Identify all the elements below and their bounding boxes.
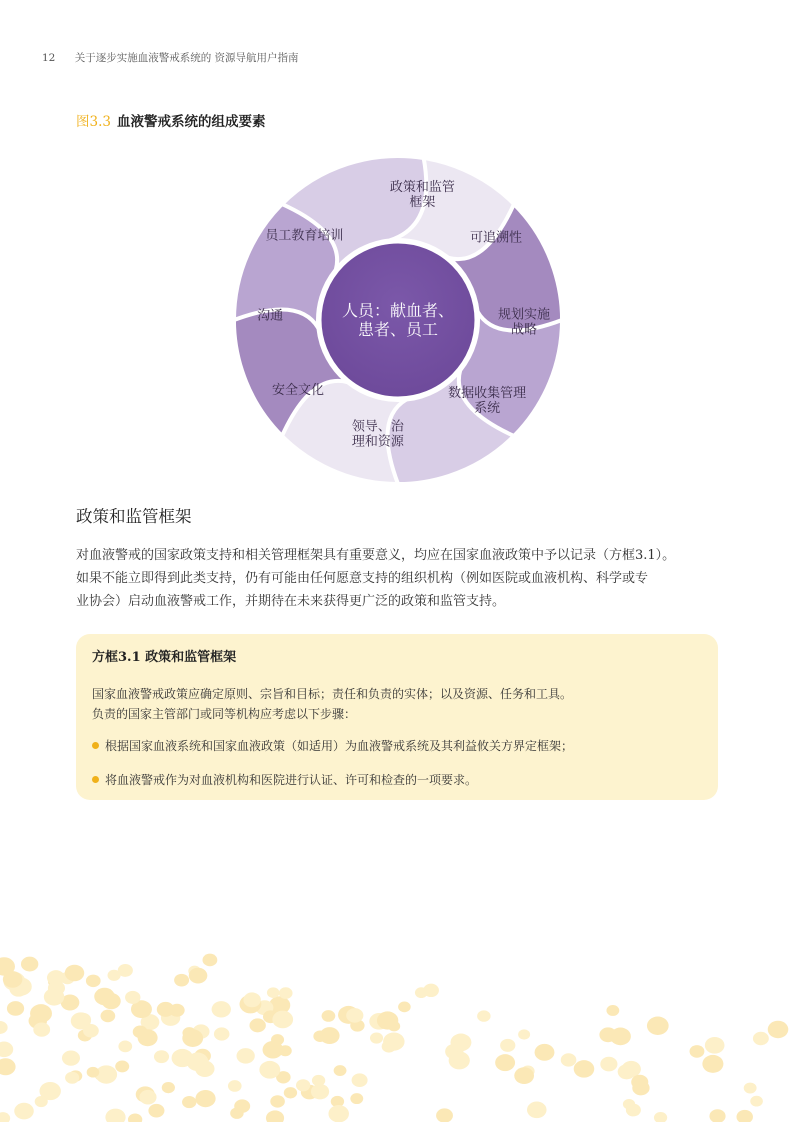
decorative-dot — [449, 1051, 470, 1069]
decorative-dot — [313, 1030, 326, 1041]
decorative-dot — [0, 1112, 10, 1122]
decorative-dot — [118, 964, 133, 977]
box-title: 方框3.1 政策和监管框架 — [92, 650, 237, 665]
box-text-line: 负责的国家主管部门或同等机构应考虑以下步骤： — [92, 707, 357, 721]
decorative-dot — [495, 1054, 515, 1071]
decorative-dot — [272, 1011, 293, 1029]
bullet-text: 根据国家血液系统和国家血液政策（如适用）为血液警戒系统及其利益攸关方界定框架； — [105, 739, 574, 753]
decorative-dot — [154, 1050, 169, 1063]
decorative-dot — [102, 993, 121, 1009]
blood-vigilance-components-diagram — [228, 150, 568, 490]
decorative-dot — [14, 1103, 34, 1120]
decorative-dot — [118, 1041, 132, 1053]
decorative-dot — [334, 1065, 347, 1076]
decorative-dot — [0, 1042, 13, 1058]
decorative-dot — [139, 1090, 156, 1105]
decorative-dot — [626, 1104, 641, 1117]
decorative-dot — [654, 1112, 667, 1122]
decorative-dot — [115, 1060, 129, 1072]
decorative-dot — [86, 975, 101, 988]
decorative-dot — [279, 987, 293, 999]
decorative-dot — [259, 1061, 280, 1079]
diagram-segment-label: 可追溯性 — [470, 230, 523, 246]
decorative-dot — [7, 1001, 24, 1016]
diagram-segment-label: 政策和监管框架 — [389, 179, 455, 210]
bullet-dot-icon — [92, 742, 99, 749]
box-text-line: 国家血液警戒政策应确定原则、宗旨和目标；责任和负责的实体；以及资源、任务和工具。 — [92, 687, 573, 701]
decorative-dot — [744, 1083, 757, 1094]
decorative-dot — [535, 1044, 555, 1061]
decorative-dot — [101, 1010, 116, 1023]
decorative-dot — [105, 1109, 125, 1122]
decorative-dot — [30, 1004, 52, 1023]
decorative-dot — [83, 1024, 99, 1037]
decorative-dot — [311, 1084, 329, 1099]
decorative-dot — [243, 992, 260, 1007]
decorative-dot — [0, 1021, 8, 1034]
decorative-dot — [270, 1095, 285, 1107]
decorative-dot — [377, 1011, 398, 1029]
decorative-dot — [189, 968, 208, 984]
figure-caption — [76, 110, 265, 130]
decorative-dot — [203, 954, 218, 967]
decorative-dot — [182, 1096, 196, 1108]
running-header — [42, 50, 299, 65]
decorative-dot — [350, 1093, 363, 1104]
decorative-dot — [249, 1018, 265, 1032]
decorative-dot — [182, 1027, 196, 1039]
decorative-dot — [705, 1037, 725, 1054]
decorative-dot — [383, 1032, 404, 1050]
decorative-dot — [690, 1045, 705, 1058]
decorative-dot — [148, 1104, 164, 1118]
decorative-dot — [606, 1005, 619, 1016]
decorative-dot — [514, 1067, 534, 1084]
decorative-dot — [631, 1075, 648, 1090]
section-heading: 政策和监管框架 — [76, 507, 192, 526]
decorative-dot — [768, 1021, 789, 1038]
paragraph-line: 如果不能立即得到此类支持，仍有可能由任何愿意支持的组织机构（例如医院或血液机构、科学或专 — [76, 571, 649, 586]
decorative-dot — [95, 1065, 117, 1083]
decorative-dot — [709, 1109, 725, 1122]
decorative-dot — [44, 988, 64, 1005]
decorative-dot — [214, 1027, 230, 1040]
decorative-dot — [133, 1026, 148, 1039]
decorative-dot — [622, 1061, 641, 1077]
decorative-dot — [561, 1053, 577, 1066]
decorative-dot — [21, 957, 38, 972]
decorative-dot — [477, 1010, 490, 1021]
decorative-dot — [500, 1039, 515, 1052]
decorative-dot — [195, 1090, 215, 1107]
diagram-segment-label: 沟通 — [257, 308, 284, 324]
decorative-dot — [436, 1108, 453, 1122]
decorative-dot — [128, 1113, 142, 1122]
decorative-dot — [267, 987, 280, 998]
decorative-dot — [702, 1055, 723, 1073]
decorative-dot — [284, 1087, 297, 1098]
decorative-dot — [162, 1082, 175, 1093]
decorative-dot — [187, 1053, 209, 1072]
diagram-center-label: 人员：献血者、患者、员工 — [341, 301, 455, 339]
decorative-dot — [518, 1029, 530, 1039]
decorative-dot — [125, 991, 140, 1004]
decorative-dot — [35, 1096, 48, 1107]
decorative-dot — [230, 1107, 243, 1118]
decorative-dot — [322, 1010, 336, 1022]
decorative-dot — [3, 971, 23, 988]
decorative-dot — [228, 1080, 242, 1092]
figure-title: 血液警戒系统的组成要素 — [116, 114, 266, 130]
diagram-segment-label: 员工教育培训 — [265, 228, 344, 244]
decorative-dot — [647, 1016, 669, 1034]
bullet-dot-icon — [92, 776, 99, 783]
running-title: 关于逐步实施血液警戒系统的 资源导航用户指南 — [74, 52, 299, 64]
decorative-dot — [65, 1072, 79, 1084]
paragraph-line: 对血液警戒的国家政策支持和相关管理框架具有重要意义，均应在国家血液政策中予以记录（方框3.1）。 — [76, 548, 676, 563]
decorative-dot — [174, 974, 189, 987]
decorative-dot — [328, 1105, 348, 1122]
decorative-dot — [574, 1060, 595, 1077]
body-paragraph — [76, 544, 726, 613]
diagram-segment-label: 安全文化 — [272, 382, 325, 398]
decorative-dot — [237, 1048, 255, 1064]
decorative-dot — [65, 965, 84, 982]
diagram-segment-label: 领导、治理和资源 — [351, 419, 404, 450]
decorative-dot — [87, 1067, 100, 1078]
decorative-dot — [266, 1110, 284, 1122]
decorative-dot — [62, 1050, 80, 1065]
decorative-dot — [346, 1008, 363, 1023]
bullet-text: 将血液警戒作为对血液机构和医院进行认证、许可和检查的一项要求。 — [105, 773, 478, 787]
figure-number: 图3.3 — [76, 114, 111, 130]
diagram-segment-label: 数据收集管理系统 — [448, 385, 527, 416]
diagram-segment-label: 规划实施战略 — [497, 307, 550, 338]
decorative-dot — [352, 1073, 368, 1087]
decorative-dot — [737, 1110, 753, 1122]
page-number: 12 — [42, 52, 56, 64]
decorative-dot-pattern — [0, 950, 793, 1122]
paragraph-line: 业协会）启动血液警戒工作，并期待在未来获得更广泛的政策和监管支持。 — [76, 594, 506, 609]
decorative-dot — [370, 1032, 383, 1043]
box-text — [92, 684, 702, 724]
decorative-dot — [169, 1004, 184, 1017]
decorative-dot — [296, 1079, 310, 1091]
decorative-dot — [271, 1034, 284, 1045]
decorative-dot — [423, 984, 439, 997]
decorative-dot — [600, 1057, 617, 1072]
decorative-dot — [750, 1096, 763, 1107]
bullet-item — [92, 770, 702, 790]
decorative-dot — [0, 1058, 16, 1075]
decorative-dot — [33, 1022, 50, 1036]
decorative-dot — [599, 1027, 616, 1042]
decorative-dot — [212, 1001, 231, 1017]
decorative-dot — [398, 1002, 411, 1013]
box-3-1 — [76, 634, 718, 800]
decorative-dot — [527, 1102, 547, 1119]
decorative-dot — [753, 1032, 769, 1046]
decorative-dot — [450, 1034, 471, 1052]
bullet-item — [92, 736, 702, 756]
